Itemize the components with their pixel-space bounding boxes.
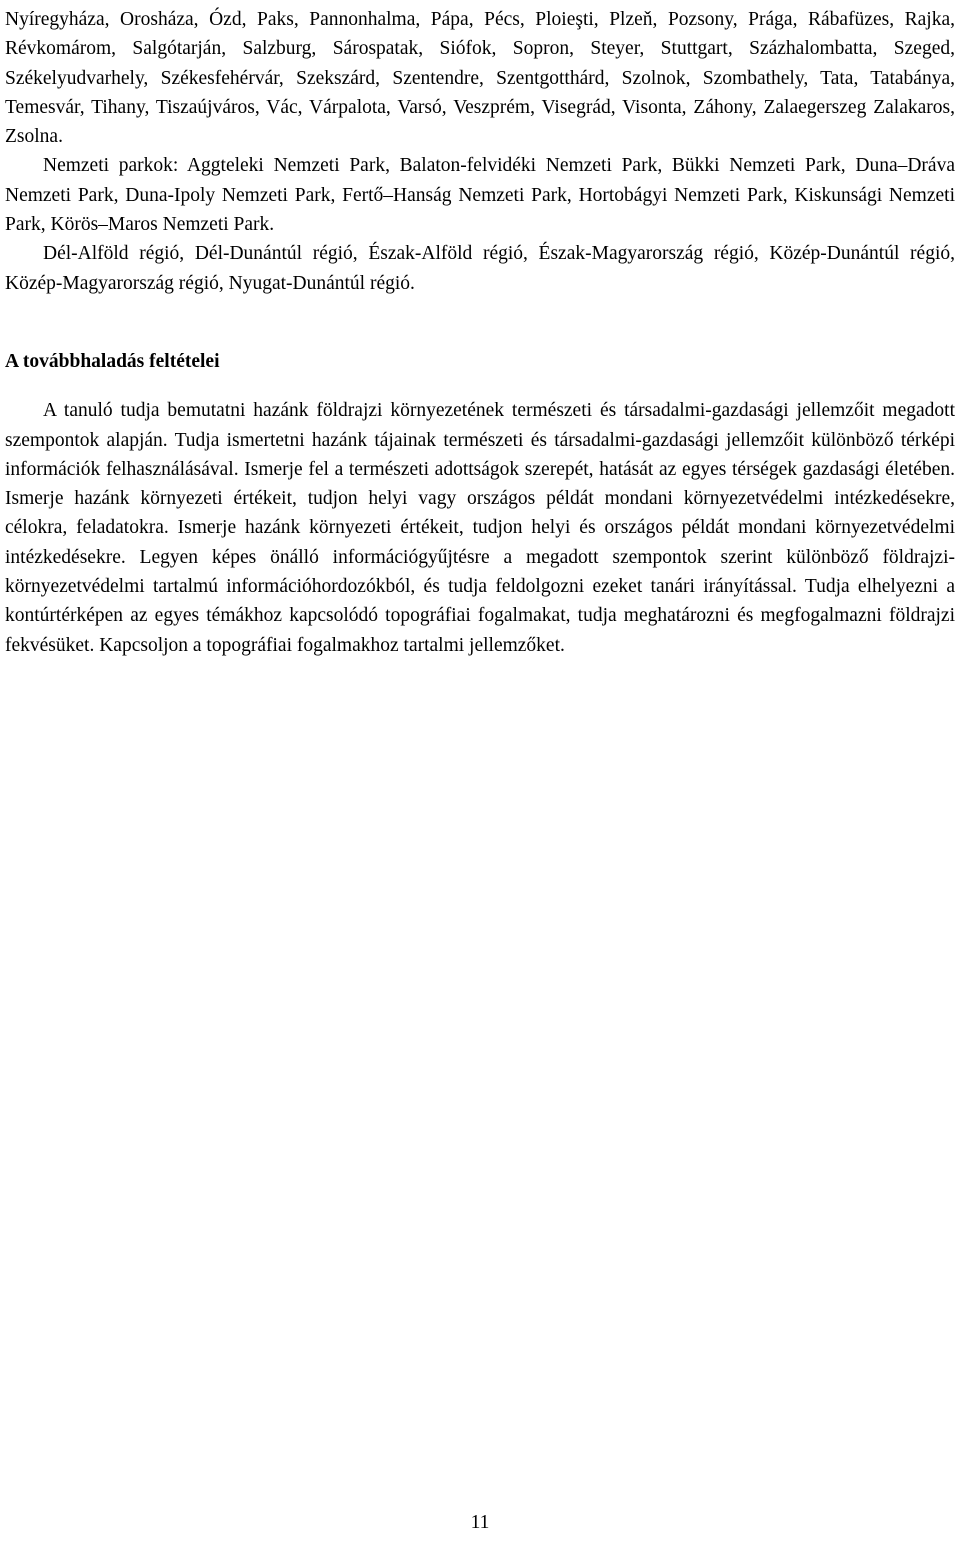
national-parks-paragraph: Nemzeti parkok: Aggteleki Nemzeti Park, Balaton-felvidéki Nemzeti Park, Bükki Nemzeti Park, Duna–Dráva Nemzeti Park, Duna-Ipoly Nemzeti Park, Fertő–Hanság Nemzeti Park, Hortobágyi Nemzeti Park, Kiskunsági Nemzeti Park, Körös–Maros Nemzeti Park.: [5, 155, 955, 236]
page-number: 11: [470, 1512, 490, 1533]
page-content: [5, 5, 955, 660]
progression-requirements-paragraph: A tanuló tudja bemutatni hazánk földrajzi környezetének természeti és társadalmi-gazdasági jellemzőit megadott szempontok alapján. Tudja ismertetni hazánk tájainak természeti és társadalmi-gazdasági jellemzőit különböző térképi információk felhasználásával. Ismerje fel a természeti adottságok szerepét, hatását az egyes térségek gazdasági életében. Ismerje hazánk környezeti értékeit, tudjon helyi vagy országos példát mondani környezetvédelmi intézkedésekre, célokra, feladatokra. Ismerje hazánk környezeti értékeit, tudjon helyi és országos példát mondani környezetvédelmi intézkedésekre. Legyen képes önálló információgyűjtésre a megadott szempontok szerint különböző földrajzi-környezetvédelmi tartalmú információhordozókból, és tudja feldolgozni ezeket tanári irányítással. Tudja elhelyezni a kontúrtérképen az egyes témákhoz kapcsolódó topográfiai fogalmakat, tudja meghatározni és megfogalmazni földrajzi fekvésüket. Kapcsoljon a topográfiai fogalmakhoz tartalmi jellemzőket.: [5, 400, 955, 656]
places-paragraph: Nyíregyháza, Orosháza, Ózd, Paks, Pannonhalma, Pápa, Pécs, Ploieşti, Plzeň, Pozsony, Prága, Rábafüzes, Rajka, Révkomárom, Salgótarján, Salzburg, Sárospatak, Siófok, Sopron, Steyer, Stuttgart, Százhalombatta, Szeged, Székelyudvarhely, Székesfehérvár, Szekszárd, Szentendre, Szentgotthárd, Szolnok, Szombathely, Tata, Tatabánya, Temesvár, Tihany, Tiszaújváros, Vác, Várpalota, Varsó, Veszprém, Visegrád, Visonta, Záhony, Zalaegerszeg Zalakaros, Zsolna.: [5, 9, 955, 148]
section-heading: A továbbhaladás feltételei: [5, 350, 220, 372]
section-body: [5, 396, 955, 660]
regions-paragraph: Dél-Alföld régió, Dél-Dunántúl régió, Észak-Alföld régió, Észak-Magyarország régió, Közép-Dunántúl régió, Közép-Magyarország régió, Nyugat-Dunántúl régió.: [5, 243, 955, 294]
